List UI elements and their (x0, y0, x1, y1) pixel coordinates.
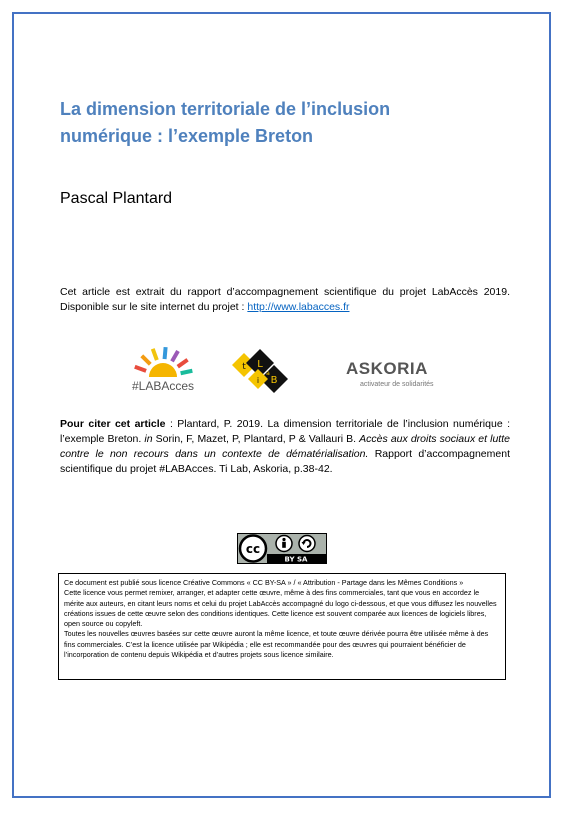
cc-badge-label: BY SA (284, 555, 308, 564)
tilab-letter-b: B (270, 375, 278, 386)
askoria-tagline: activateur de solidarités (360, 381, 434, 388)
tilab-letter-i: i (256, 376, 260, 385)
labacces-sun-icon (118, 345, 208, 379)
license-paragraph-3: Toutes les nouvelles œuvres basées sur cette œuvre auront la même licence, et toute œuvre dérivée pourra être utilisée même à des fins commerciales. C’est la licence utilisée par Wikipédia ; elle est recommandée pour des œuvres qui pourraient bénéficier de l’incorporation de contenu depuis Wikipédia et d’autres projets sous licence similaire. (64, 629, 489, 660)
license-paragraph-1: Ce document est publié sous licence Créative Commons « CC BY-SA » / « Attribution - Partage dans les Mêmes Conditions » (64, 578, 464, 587)
citation-part-2: Sorin, F, Mazet, P, Plantard, P & Vallauri B. (152, 433, 360, 445)
project-website-link[interactable]: http://www.labacces.fr (247, 301, 350, 313)
license-paragraph-2: Cette licence vous permet remixer, arranger, et adapter cette œuvre, même à des fins commerciales, tant que vous en accordez le mérite aux auteurs, en citant leurs noms et celui du projet LabAccès accompagné du logo ci-dessous, et que vous diffusez les nouvelles créations issues de cette œuvre selon des conditions identiques. Cette licence est souvent comparée aux licences de logiciels libres, open source ou copyleft. (64, 588, 497, 629)
citation-italic-title: Accès aux droits sociaux et lutte contre le non recours dans un contexte de dématérialisation. (60, 433, 510, 460)
citation-in: in (144, 433, 153, 445)
citation-part-3: Rapport d’accompagnement scientifique du projet #LABAcces. Ti Lab, Askoria, p.38-42. (60, 448, 510, 475)
tilab-letter-t: t (242, 362, 246, 372)
extract-notice (60, 285, 510, 315)
labacces-logo-text: #LABAcces (131, 379, 195, 393)
tilab-letter-l: L (257, 359, 263, 370)
labacces-logo (118, 345, 208, 397)
license-box (58, 573, 506, 680)
title-line-1: La dimension territoriale de l’inclusion (60, 99, 391, 119)
tilab-letter-a: a (266, 370, 270, 377)
cc-by-sa-badge (237, 533, 327, 564)
citation-paragraph (60, 417, 510, 477)
author-name: Pascal Plantard (60, 190, 173, 207)
askoria-name: ASKORIA (346, 359, 428, 378)
askoria-logo (346, 353, 446, 393)
citation-part-1: : Plantard, P. 2019. La dimension territoriale de l’inclusion numérique : l’exemple Breton. (60, 418, 511, 445)
tilab-diamond-icon (230, 347, 292, 393)
citation-lead: Pour citer cet article (60, 418, 166, 430)
document-title (60, 96, 500, 150)
partner-logos (110, 345, 450, 400)
tilab-logo (230, 347, 292, 393)
title-line-2: numérique : l’exemple Breton (60, 126, 314, 146)
extract-text: Cet article est extrait du rapport d’accompagnement scientifique du projet LabAccès 2019. Disponible sur le site internet du projet : (60, 286, 510, 313)
cc-text: cc (245, 542, 261, 556)
cc-by-sa-icon (237, 533, 327, 564)
